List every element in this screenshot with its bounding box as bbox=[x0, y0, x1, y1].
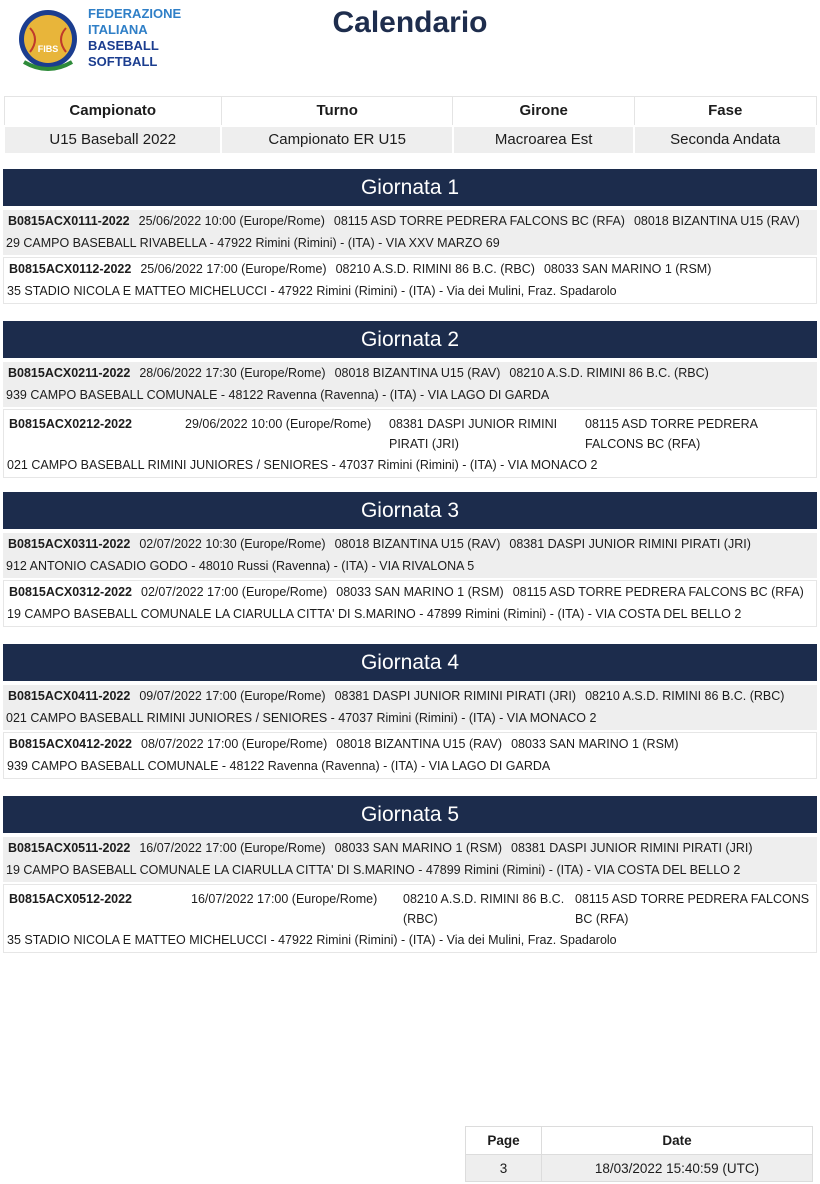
match-away-team: 08210 A.S.D. RIMINI 86 B.C. (RBC) bbox=[585, 689, 785, 703]
match-card bbox=[3, 837, 817, 882]
match-datetime: 09/07/2022 17:00 (Europe/Rome) bbox=[139, 689, 326, 703]
match-code: B0815ACX0412-2022 bbox=[9, 737, 133, 751]
match-row bbox=[4, 581, 816, 603]
giornata-section-3 bbox=[3, 492, 817, 627]
match-datetime: 02/07/2022 17:00 (Europe/Rome) bbox=[141, 585, 328, 599]
info-value-row bbox=[4, 126, 816, 154]
logo-line-3: BASEBALL bbox=[88, 38, 159, 53]
match-datetime: 25/06/2022 10:00 (Europe/Rome) bbox=[138, 214, 325, 228]
match-row bbox=[3, 362, 817, 384]
logo-badge-text: FIBS bbox=[37, 44, 59, 54]
match-row bbox=[3, 837, 817, 859]
match-row bbox=[4, 258, 816, 280]
footer-page-label: Page bbox=[466, 1127, 542, 1155]
match-code: B0815ACX0512-2022 bbox=[9, 892, 133, 906]
match-away-team: 08033 SAN MARINO 1 (RSM) bbox=[511, 737, 679, 751]
info-value-girone: Macroarea Est bbox=[453, 126, 635, 154]
logo-line-2: ITALIANA bbox=[88, 22, 148, 37]
match-row bbox=[3, 210, 817, 232]
match-away-team: 08115 ASD TORRE PEDRERA FALCONS BC (RFA) bbox=[585, 417, 758, 451]
match-datetime: 16/07/2022 17:00 (Europe/Rome) bbox=[139, 841, 326, 855]
match-datetime: 29/06/2022 10:00 (Europe/Rome) bbox=[185, 417, 372, 431]
page-footer-table bbox=[465, 1126, 813, 1182]
giornata-section-5 bbox=[3, 796, 817, 953]
match-venue: 35 STADIO NICOLA E MATTEO MICHELUCCI - 47922 Rimini (Rimini) - (ITA) - Via dei Mulini, Fraz. Spadarolo bbox=[7, 284, 617, 298]
match-away-team: 08381 DASPI JUNIOR RIMINI PIRATI (JRI) bbox=[509, 537, 751, 551]
match-card bbox=[3, 884, 817, 953]
info-header-campionato: Campionato bbox=[4, 97, 221, 126]
match-row bbox=[4, 885, 816, 929]
match-away-team: 08115 ASD TORRE PEDRERA FALCONS BC (RFA) bbox=[575, 892, 810, 926]
match-row bbox=[4, 410, 816, 454]
match-venue: 19 CAMPO BASEBALL COMUNALE LA CIARULLA CITTA' DI S.MARINO - 47899 Rimini (Rimini) - (ITA) - VIA COSTA DEL BELLO 2 bbox=[7, 607, 742, 621]
match-card bbox=[3, 362, 817, 407]
match-venue: 29 CAMPO BASEBALL RIVABELLA - 47922 Rimini (Rimini) - (ITA) - VIA XXV MARZO 69 bbox=[6, 236, 500, 250]
match-code: B0815ACX0211-2022 bbox=[8, 366, 131, 380]
match-card bbox=[3, 210, 817, 255]
match-home-team: 08018 BIZANTINA U15 (RAV) bbox=[334, 537, 501, 551]
page-title: Calendario bbox=[332, 6, 488, 39]
info-value-turno: Campionato ER U15 bbox=[221, 126, 452, 154]
match-venue: 912 ANTONIO CASADIO GODO - 48010 Russi (Ravenna) - (ITA) - VIA RIVALONA 5 bbox=[6, 559, 475, 573]
match-datetime: 25/06/2022 17:00 (Europe/Rome) bbox=[140, 262, 327, 276]
match-datetime: 02/07/2022 10:30 (Europe/Rome) bbox=[139, 537, 326, 551]
match-home-team: 08115 ASD TORRE PEDRERA FALCONS BC (RFA) bbox=[333, 214, 625, 228]
giornata-section-4 bbox=[3, 644, 817, 779]
match-code: B0815ACX0511-2022 bbox=[8, 841, 131, 855]
match-row bbox=[3, 685, 817, 707]
match-row bbox=[4, 733, 816, 755]
match-datetime: 16/07/2022 17:00 (Europe/Rome) bbox=[191, 892, 378, 906]
match-code: B0815ACX0411-2022 bbox=[8, 689, 131, 703]
match-away-team: 08018 BIZANTINA U15 (RAV) bbox=[633, 214, 800, 228]
footer-header-row bbox=[466, 1127, 813, 1155]
championship-info-table bbox=[3, 96, 817, 155]
match-card bbox=[3, 580, 817, 627]
match-home-team: 08018 BIZANTINA U15 (RAV) bbox=[336, 737, 503, 751]
match-card bbox=[3, 409, 817, 478]
match-code: B0815ACX0212-2022 bbox=[9, 417, 133, 431]
match-home-team: 08033 SAN MARINO 1 (RSM) bbox=[336, 585, 504, 599]
match-venue: 021 CAMPO BASEBALL RIMINI JUNIORES / SENIORES - 47037 Rimini (Rimini) - (ITA) - VIA MONACO 2 bbox=[6, 711, 597, 725]
match-venue: 19 CAMPO BASEBALL COMUNALE LA CIARULLA CITTA' DI S.MARINO - 47899 Rimini (Rimini) - (ITA) - VIA COSTA DEL BELLO 2 bbox=[6, 863, 741, 877]
match-home-team: 08033 SAN MARINO 1 (RSM) bbox=[334, 841, 502, 855]
match-venue: 939 CAMPO BASEBALL COMUNALE - 48122 Ravenna (Ravenna) - (ITA) - VIA LAGO DI GARDA bbox=[7, 759, 551, 773]
logo-line-1: FEDERAZIONE bbox=[88, 6, 182, 21]
match-card bbox=[3, 533, 817, 578]
info-header-row bbox=[4, 97, 816, 126]
match-away-team: 08115 ASD TORRE PEDRERA FALCONS BC (RFA) bbox=[512, 585, 804, 599]
logo-line-4: SOFTBALL bbox=[88, 54, 158, 69]
info-header-turno: Turno bbox=[221, 97, 452, 126]
giornata-title: Giornata 2 bbox=[3, 321, 817, 358]
match-away-team: 08033 SAN MARINO 1 (RSM) bbox=[543, 262, 712, 276]
info-header-fase: Fase bbox=[634, 97, 816, 126]
giornata-title: Giornata 4 bbox=[3, 644, 817, 681]
giornata-section-2 bbox=[3, 321, 817, 478]
match-datetime: 28/06/2022 17:30 (Europe/Rome) bbox=[139, 366, 326, 380]
footer-value-row bbox=[466, 1155, 813, 1182]
match-venue: 021 CAMPO BASEBALL RIMINI JUNIORES / SENIORES - 47037 Rimini (Rimini) - (ITA) - VIA MONACO 2 bbox=[7, 458, 598, 472]
info-header-girone: Girone bbox=[453, 97, 635, 126]
info-value-campionato: U15 Baseball 2022 bbox=[4, 126, 221, 154]
match-card bbox=[3, 732, 817, 779]
giornata-section-1 bbox=[3, 169, 817, 304]
match-datetime: 08/07/2022 17:00 (Europe/Rome) bbox=[141, 737, 328, 751]
match-code: B0815ACX0111-2022 bbox=[8, 214, 130, 228]
match-row bbox=[3, 533, 817, 555]
match-venue: 939 CAMPO BASEBALL COMUNALE - 48122 Ravenna (Ravenna) - (ITA) - VIA LAGO DI GARDA bbox=[6, 388, 550, 402]
match-away-team: 08210 A.S.D. RIMINI 86 B.C. (RBC) bbox=[509, 366, 709, 380]
footer-date-value: 18/03/2022 15:40:59 (UTC) bbox=[542, 1155, 813, 1182]
match-away-team: 08381 DASPI JUNIOR RIMINI PIRATI (JRI) bbox=[511, 841, 753, 855]
giornata-title: Giornata 3 bbox=[3, 492, 817, 529]
match-home-team: 08210 A.S.D. RIMINI 86 B.C. (RBC) bbox=[335, 262, 535, 276]
page-header bbox=[0, 0, 820, 90]
footer-date-label: Date bbox=[542, 1127, 813, 1155]
footer-page-value: 3 bbox=[466, 1155, 542, 1182]
match-code: B0815ACX0112-2022 bbox=[9, 262, 132, 276]
match-card bbox=[3, 685, 817, 730]
match-home-team: 08381 DASPI JUNIOR RIMINI PIRATI (JRI) bbox=[334, 689, 577, 703]
match-home-team: 08381 DASPI JUNIOR RIMINI PIRATI (JRI) bbox=[389, 417, 558, 451]
match-code: B0815ACX0312-2022 bbox=[9, 585, 133, 599]
match-home-team: 08018 BIZANTINA U15 (RAV) bbox=[334, 366, 501, 380]
match-card bbox=[3, 257, 817, 304]
giornata-title: Giornata 5 bbox=[3, 796, 817, 833]
match-venue: 35 STADIO NICOLA E MATTEO MICHELUCCI - 47922 Rimini (Rimini) - (ITA) - Via dei Mulini, Fraz. Spadarolo bbox=[7, 933, 617, 947]
info-value-fase: Seconda Andata bbox=[634, 126, 816, 154]
match-home-team: 08210 A.S.D. RIMINI 86 B.C. (RBC) bbox=[403, 892, 565, 926]
giornata-title: Giornata 1 bbox=[3, 169, 817, 206]
match-code: B0815ACX0311-2022 bbox=[8, 537, 131, 551]
